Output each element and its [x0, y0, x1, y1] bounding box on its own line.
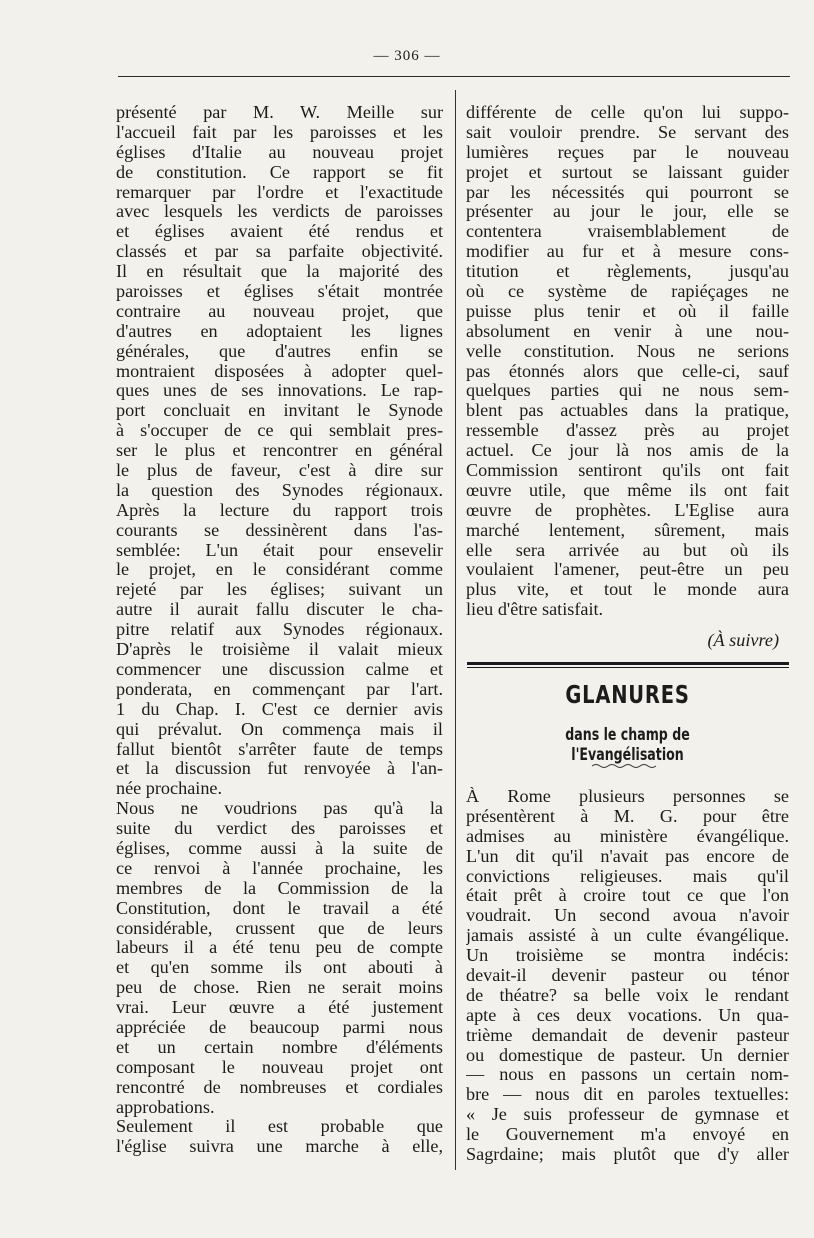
- text-line: contentera vraisemblablement de: [466, 222, 789, 242]
- text-line: l'église suivra une marche à elle,: [116, 1137, 443, 1157]
- text-line: rejeté par les églises; suivant un: [116, 580, 443, 600]
- text-line: velle constitution. Nous ne serions: [466, 341, 789, 361]
- section-separator-rule: [467, 662, 789, 668]
- text-line: présenté par M. W. Meille sur: [116, 103, 443, 122]
- header-rule: [118, 76, 790, 77]
- text-line: blent pas actuables dans la pratique,: [466, 401, 789, 421]
- text-line: membres de la Commission de la: [116, 878, 443, 898]
- text-line: apte à ces deux vocations. Un qua-: [466, 1005, 789, 1025]
- text-line: voulaient l'amener, peut-être un peu: [466, 560, 789, 580]
- text-line: paroisses et églises s'était montrée: [116, 282, 443, 302]
- text-line: Commission sentiront qu'ils ont fait: [466, 461, 789, 481]
- text-line: convictions religieuses. mais qu'il: [466, 866, 789, 886]
- text-line: modifier au fur et à mesure cons-: [466, 242, 789, 262]
- text-line: suite du verdict des paroisses et: [116, 819, 443, 839]
- text-line: lumières reçues par le nouveau: [466, 142, 789, 162]
- text-line: actuel. Ce jour là nos amis de la: [466, 441, 789, 461]
- text-line: qui prévalut. On commença mais il: [116, 719, 443, 739]
- column-divider: [455, 90, 456, 1170]
- text-line: bre — nous dit en paroles textuelles:: [466, 1085, 789, 1105]
- text-line: quelques parties qui ne nous sem-: [466, 381, 789, 401]
- text-line: vrai. Leur œuvre a été justement: [116, 998, 443, 1018]
- text-line: pas étonnés alors que celle-ci, sauf: [466, 361, 789, 381]
- a-suivre-note: (À suivre): [707, 630, 779, 650]
- text-line: ques unes de ses innovations. Le rap-: [116, 381, 443, 401]
- text-line: courants se dessinèrent dans l'as-: [116, 520, 443, 540]
- glanures-text: [466, 787, 789, 1165]
- text-line: ponderata, en commençant par l'art.: [116, 679, 443, 699]
- text-line: et qu'en somme ils ont abouti à: [116, 958, 443, 978]
- text-line: d'autres en adoptaient les lignes: [116, 321, 443, 341]
- left-column-text: [116, 103, 443, 1157]
- text-line: elle sera arrivée au but où ils: [466, 540, 789, 560]
- text-line: marché lentement, sûrement, mais: [466, 520, 789, 540]
- text-line: le Gouvernement m'a envoyé en: [466, 1125, 789, 1145]
- text-line: pitre relatif aux Synodes régionaux.: [116, 620, 443, 640]
- text-line: Un troisième se montra indécis:: [466, 946, 789, 966]
- text-line: trième demandait de devenir pasteur: [466, 1025, 789, 1045]
- text-line: 1 du Chap. I. C'est ce dernier avis: [116, 699, 443, 719]
- text-line: ser le plus et rencontrer en général: [116, 441, 443, 461]
- text-line: ou domestique de pasteur. Un dernier: [466, 1045, 789, 1065]
- text-line: projet et surtout se laissant guider: [466, 162, 789, 182]
- text-line: D'après le troisième il valait mieux: [116, 640, 443, 660]
- text-line: devait-il devenir pasteur ou ténor: [466, 966, 789, 986]
- text-line: voudrait. Un second avoua n'avoir: [466, 906, 789, 926]
- text-line: née prochaine.: [116, 779, 223, 799]
- text-line: semblée: L'un était pour ensevelir: [116, 540, 443, 560]
- page-number: — 306 —: [373, 48, 441, 64]
- text-line: — nous en passons un certain nom-: [466, 1065, 789, 1085]
- text-line: l'accueil fait par les paroisses et les: [116, 122, 443, 142]
- text-line: puisse plus tenir et où il faille: [466, 301, 789, 321]
- text-line: titution et règlements, jusqu'au: [466, 262, 789, 282]
- text-line: ce renvoi à l'année prochaine, les: [116, 858, 443, 878]
- text-line: commencer une discussion calme et: [116, 659, 443, 679]
- text-line: appréciée de beaucoup parmi nous: [116, 1017, 443, 1037]
- text-line: Constitution, dont le travail a été: [116, 898, 443, 918]
- text-line: générales, que d'autres enfin se: [116, 341, 443, 361]
- right-column-text: [466, 103, 789, 620]
- text-line: églises d'Italie au nouveau projet: [116, 142, 443, 162]
- text-line: labeurs il a été tenu peu de compte: [116, 938, 443, 958]
- text-line: admises au ministère évangélique.: [466, 826, 789, 846]
- text-line: approbations.: [116, 1097, 215, 1117]
- text-line: jamais assisté à un culte évangélique.: [466, 926, 789, 946]
- text-line: Il en résultait que la majorité des: [116, 262, 443, 282]
- text-line: peu de chose. Rien ne serait moins: [116, 978, 443, 998]
- text-line: montraient disposées à adopter quel-: [116, 361, 443, 381]
- text-line: remarquer par l'ordre et l'exactitude: [116, 182, 443, 202]
- text-line: la question des Synodes régionaux.: [116, 480, 443, 500]
- text-line: était prêt à croire tout ce que l'on: [466, 886, 789, 906]
- text-line: À Rome plusieurs personnes se: [466, 787, 789, 806]
- text-line: composant le nouveau projet ont: [116, 1057, 443, 1077]
- text-line: œuvre de prophètes. L'Eglise aura: [466, 500, 789, 520]
- text-line: avec lesquels les verdicts de paroisses: [116, 202, 443, 222]
- text-line: églises, comme aussi à la suite de: [116, 838, 443, 858]
- text-line: lieu d'être satisfait.: [466, 600, 604, 620]
- text-line: et églises avaient été rendus et: [116, 222, 443, 242]
- text-line: différente de celle qu'on lui suppo-: [466, 103, 789, 122]
- flourish-ornament: [590, 762, 660, 770]
- text-line: présentèrent à M. G. pour être: [466, 806, 789, 826]
- text-line: Après la lecture du rapport trois: [116, 500, 443, 520]
- text-line: contraire au nouveau projet, que: [116, 301, 443, 321]
- text-line: à s'occuper de ce qui semblait pres-: [116, 421, 443, 441]
- text-line: absolument en venir à une nou-: [466, 321, 789, 341]
- text-line: et la discussion fut renvoyée à l'an-: [116, 759, 443, 779]
- text-line: le projet, en le considérant comme: [116, 560, 443, 580]
- text-line: de constitution. Ce rapport se fit: [116, 162, 443, 182]
- text-line: port concluait en invitant le Synode: [116, 401, 443, 421]
- text-line: où ce système de rapiéçages ne: [466, 282, 789, 302]
- text-line: considérable, crussent que de leurs: [116, 918, 443, 938]
- text-line: « Je suis professeur de gymnase et: [466, 1105, 789, 1125]
- text-line: sait vouloir prendre. Se servant des: [466, 122, 789, 142]
- text-line: le plus de faveur, c'est à dire sur: [116, 461, 443, 481]
- text-line: fallut bientôt s'arrêter faute de temps: [116, 739, 443, 759]
- text-line: de théatre? sa belle voix le rendant: [466, 985, 789, 1005]
- text-line: et un certain nombre d'éléments: [116, 1037, 443, 1057]
- text-line: classés et par sa parfaite objectivité.: [116, 242, 443, 262]
- text-line: Sagrdaine; mais plutôt que d'y aller: [466, 1145, 789, 1165]
- text-line: Nous ne voudrions pas qu'à la: [116, 799, 443, 819]
- text-line: plus vite, et tout le monde aura: [466, 580, 789, 600]
- text-line: par les nécessités qui pourront se: [466, 182, 789, 202]
- text-line: présenter au jour le jour, elle se: [466, 202, 789, 222]
- text-line: Seulement il est probable que: [116, 1117, 443, 1137]
- section-title: GLANURES: [565, 680, 690, 709]
- text-line: autre il aurait fallu discuter le cha-: [116, 600, 443, 620]
- text-line: œuvre utile, que même ils ont fait: [466, 480, 789, 500]
- text-line: L'un dit qu'il n'avait pas encore de: [466, 846, 789, 866]
- text-line: ressemble d'assez près au projet: [466, 421, 789, 441]
- section-subtitle: dans le champ de l'Evangélisation: [565, 725, 690, 765]
- text-line: rencontré de nombreuses et cordiales: [116, 1077, 443, 1097]
